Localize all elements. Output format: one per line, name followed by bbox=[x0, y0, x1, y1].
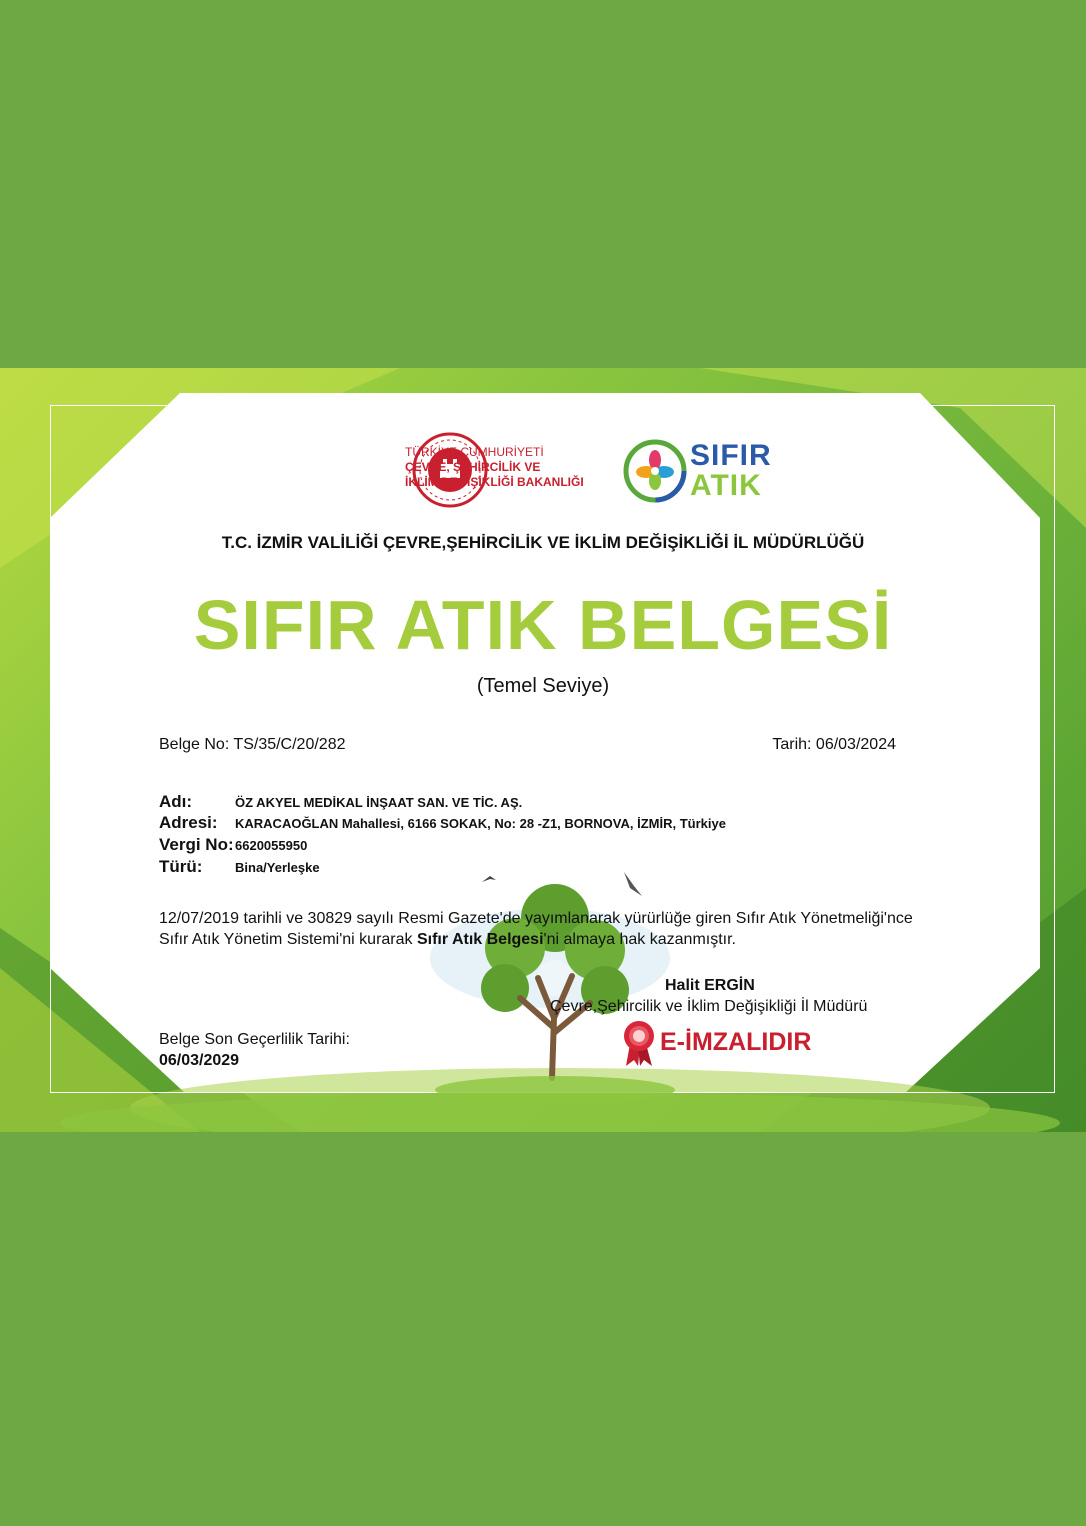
address-label: Adresi: bbox=[159, 813, 218, 832]
address-value: KARACAOĞLAN Mahallesi, 6166 SOKAK, No: 28 -Z1, BORNOVA, İZMİR, Türkiye bbox=[235, 816, 726, 831]
ministry-line-3: İKLİM DEĞİŞİKLİĞİ BAKANLIĞI bbox=[405, 475, 584, 489]
certificate-level: (Temel Seviye) bbox=[476, 675, 610, 697]
expiry-label: Belge Son Geçerlilik Tarihi: bbox=[159, 1031, 350, 1048]
ministry-line-2: ÇEVRE, ŞEHİRCİLİK VE bbox=[405, 460, 541, 474]
document-number: Belge No: TS/35/C/20/282 bbox=[159, 736, 346, 753]
ministry-name bbox=[405, 445, 605, 490]
name-value: ÖZ AKYEL MEDİKAL İNŞAAT SAN. VE TİC. AŞ. bbox=[235, 795, 523, 810]
info-row-type bbox=[159, 857, 320, 877]
bird-icon bbox=[624, 872, 642, 896]
ministry-line-1: TÜRKİYE CUMHURİYETİ bbox=[405, 445, 544, 459]
signer-name: Halit ERGİN bbox=[665, 977, 755, 994]
tree-illustration bbox=[420, 868, 680, 1108]
statement-part-2: 'ni almaya hak kazanmıştır. bbox=[543, 931, 736, 948]
expiry-date: 06/03/2029 bbox=[159, 1052, 240, 1069]
bird-icon bbox=[482, 876, 496, 882]
signer-title: Çevre,Şehircilik ve İklim Değişikliği İl Müdürü bbox=[550, 998, 868, 1015]
info-row-tax bbox=[159, 835, 308, 855]
sifir-logo-word-2: ATIK bbox=[690, 469, 762, 502]
certificate-title: SIFIR ATIK BELGESİ bbox=[193, 586, 893, 664]
document-date: Tarih: 06/03/2024 bbox=[772, 736, 896, 753]
statement-bold: Sıfır Atık Belgesi bbox=[416, 931, 544, 948]
certificate-statement bbox=[159, 908, 919, 950]
type-value: Bina/Yerleşke bbox=[235, 860, 320, 875]
tax-label: Vergi No: bbox=[159, 835, 234, 854]
statement-part-1: 12/07/2019 tarihli ve 30829 sayılı Resmi Gazete'de yayımlanarak yürürlüğe giren Sıfır Atık Yönetmeliği'nce Sıfır Atık Yönetim Sistemi'ni kurarak bbox=[159, 910, 913, 948]
e-signature-label: E-İMZALIDIR bbox=[660, 1028, 812, 1056]
seal-ribbon-icon bbox=[620, 1018, 660, 1068]
tax-value: 6620055950 bbox=[235, 838, 308, 853]
name-label: Adı: bbox=[159, 792, 193, 811]
info-row-address bbox=[159, 813, 726, 833]
info-row-name bbox=[159, 792, 523, 812]
type-label: Türü: bbox=[159, 857, 203, 876]
issuing-directorate: T.C. İZMİR VALİLİĞİ ÇEVRE,ŞEHİRCİLİK VE İKLİM DEĞİŞİKLİĞİ İL MÜDÜRLÜĞÜ bbox=[221, 533, 865, 552]
sifir-logo-word-1: SIFIR bbox=[690, 439, 772, 472]
